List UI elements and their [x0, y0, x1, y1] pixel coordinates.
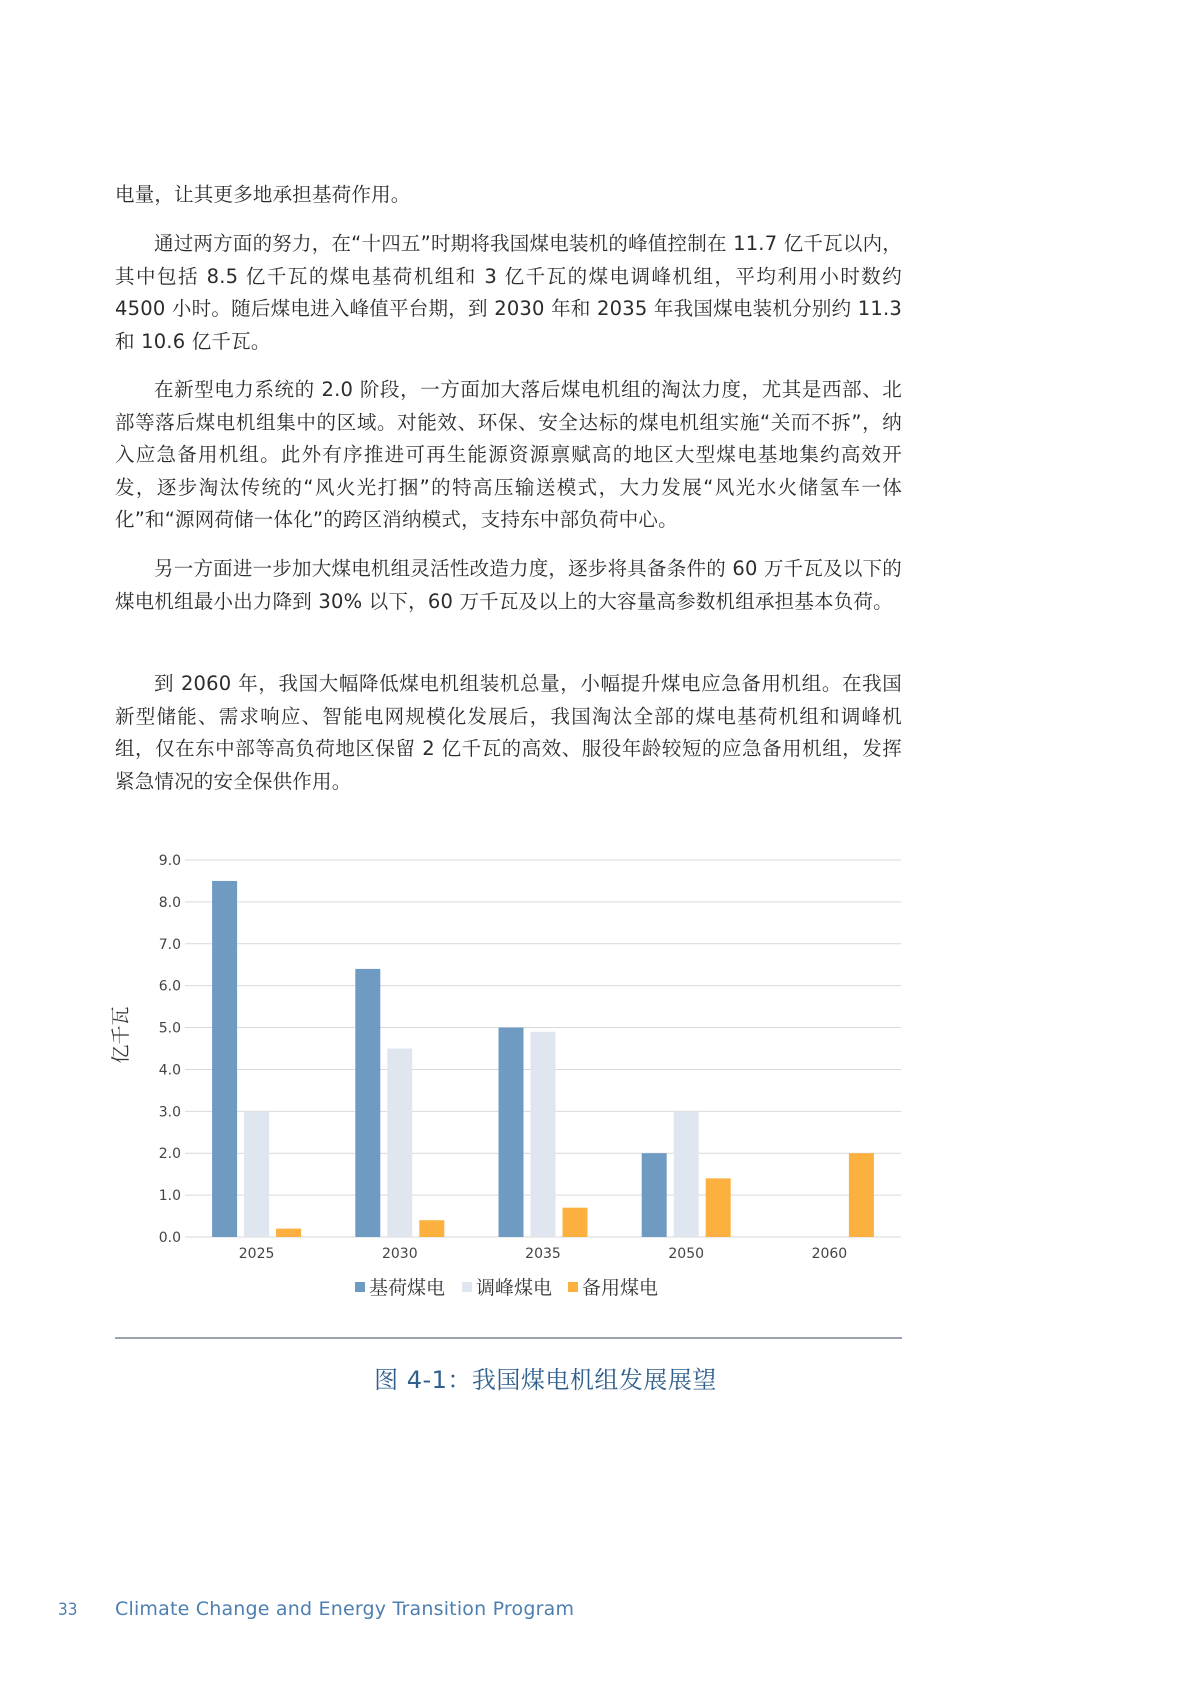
bar-2050-2: [706, 1178, 731, 1237]
page-number: 33: [58, 1600, 78, 1620]
x-tick-label: 2035: [525, 1246, 561, 1262]
bar-2025-2: [276, 1229, 301, 1237]
bar-2025-0: [212, 881, 237, 1237]
x-tick-label: 2050: [668, 1246, 705, 1262]
bar-2025-1: [244, 1111, 269, 1237]
figure-caption: 图 4-1：我国煤电机组发展展望: [374, 1366, 717, 1394]
x-tick-label: 2060: [811, 1246, 848, 1262]
legend-label-1: 调峰煤电: [476, 1277, 553, 1299]
bar-2060-2: [849, 1153, 874, 1237]
bar-2030-1: [387, 1049, 412, 1238]
y-tick-label: 5.0: [158, 1020, 181, 1037]
legend: [355, 1277, 658, 1299]
legend-swatch-0: [355, 1282, 365, 1292]
legend-swatch-1: [462, 1282, 472, 1292]
bar-2035-0: [499, 1028, 524, 1237]
footer-program-name: Climate Change and Energy Transition Program: [115, 1598, 575, 1620]
bar-chart: [0, 830, 1091, 1330]
y-tick-label: 4.0: [158, 1062, 181, 1079]
x-tick-labels: [239, 1246, 847, 1262]
bar-2050-0: [642, 1153, 667, 1237]
bar-2035-2: [563, 1208, 588, 1237]
x-tick-label: 2025: [238, 1246, 275, 1262]
x-tick-label: 2030: [381, 1246, 418, 1262]
legend-label-0: 基荷煤电: [369, 1277, 446, 1299]
bar-2030-0: [355, 969, 380, 1237]
bar-2035-1: [531, 1032, 556, 1237]
caption-divider: [115, 1337, 902, 1339]
paragraph-2: 通过两方面的努力，在“十四五”时期将我国煤电装机的峰值控制在 11.7 亿千瓦以内，其中包括 8.5 亿千瓦的煤电基荷机组和 3 亿千瓦的煤电调峰机组，平均利用小时数约 4500 小时。随后煤电进入峰值平台期，到 2030 年和 2035 年我国煤电装机分别约 11.3 和 10.6 亿千瓦。: [115, 232, 902, 353]
y-tick-label: 6.0: [158, 978, 181, 995]
paragraph-1: 电量，让其更多地承担基荷作用。: [115, 183, 411, 206]
bar-2030-2: [419, 1220, 444, 1237]
y-tick-label: 1.0: [158, 1188, 181, 1205]
y-tick-label: 2.0: [158, 1146, 181, 1163]
y-tick-label: 3.0: [158, 1104, 181, 1121]
paragraph-3: 在新型电力系统的 2.0 阶段，一方面加大落后煤电机组的淘汰力度，尤其是西部、北部等落后煤电机组集中的区域。对能效、环保、安全达标的煤电机组实施“关而不拆”，纳入应急备用机组。此外有序推进可再生能源资源禀赋高的地区大型煤电基地集约高效开发，逐步淘汰传统的“风火光打捆”的特高压输送模式，大力发展“风光水火储氢车一体化”和“源网荷储一体化”的跨区消纳模式，支持东中部负荷中心。: [115, 378, 902, 531]
y-tick-label: 7.0: [158, 936, 181, 953]
y-axis-label: 亿千瓦: [110, 1006, 132, 1064]
legend-swatch-2: [568, 1282, 578, 1292]
legend-label-2: 备用煤电: [582, 1277, 659, 1299]
y-tick-labels: [159, 853, 181, 1246]
bars: [212, 881, 874, 1237]
bar-2050-1: [674, 1111, 699, 1237]
y-tick-label: 0.0: [158, 1230, 181, 1246]
y-tick-label: 8.0: [158, 894, 181, 911]
paragraph-5: 到 2060 年，我国大幅降低煤电机组装机总量，小幅提升煤电应急备用机组。在我国新型储能、需求响应、智能电网规模化发展后，我国淘汰全部的煤电基荷机组和调峰机组，仅在东中部等高负荷地区保留 2 亿千瓦的高效、服役年龄较短的应急备用机组，发挥紧急情况的安全保供作用。: [115, 672, 902, 793]
y-tick-label: 9.0: [158, 853, 181, 869]
paragraph-4: 另一方面进一步加大煤电机组灵活性改造力度，逐步将具备条件的 60 万千瓦及以下的煤电机组最小出力降到 30% 以下，60 万千瓦及以上的大容量高参数机组承担基本负荷。: [115, 557, 902, 613]
